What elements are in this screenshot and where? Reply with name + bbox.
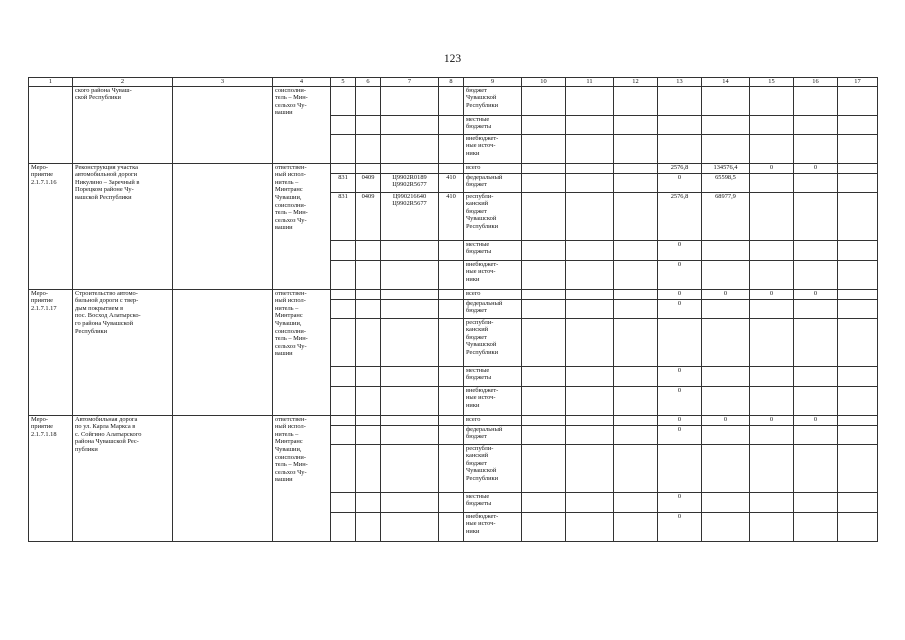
code-cell [331,134,356,163]
value-cell [522,192,566,240]
value-cell-14: 0 [702,289,750,299]
value-cell-13 [658,444,702,492]
value-cell-16 [794,318,838,366]
measure-name-cell: Реконструкция участка автомобильной дороги Никулино – Заречный в Порецком районе Чу- вашской Республики [73,163,173,289]
empty-cell [173,415,273,541]
executor-cell: ответствен- ный испол- нитель – Минтранс Чувашии, соисполни- тель – Мин- сельхоз Чу- вашии [273,163,331,289]
value-cell [838,415,878,425]
code-cell [381,115,439,134]
value-cell-13: 0 [658,366,702,386]
value-cell [838,512,878,541]
value-cell [566,192,614,240]
value-cell [614,86,658,115]
executor-cell: соисполни- тель – Мин- сельхоз Чу- вашии [273,86,331,163]
expense-type-cell [439,240,464,260]
funding-source-cell: бюджет Чувашской Республики [464,86,522,115]
column-header-3: 3 [173,78,273,87]
expense-type-cell [439,318,464,366]
value-cell-15: 0 [750,415,794,425]
value-cell [522,289,566,299]
value-cell [614,192,658,240]
target-article-cell [381,492,439,512]
value-cell [794,115,838,134]
grbs-code-cell [331,289,356,299]
value-cell [522,425,566,444]
value-cell [614,386,658,415]
funding-source-cell: местные бюджеты [464,240,522,260]
funding-source-cell: всего [464,289,522,299]
funding-source-cell: федеральный бюджет [464,173,522,192]
section-code-cell [356,318,381,366]
value-cell-16: 0 [794,289,838,299]
funding-source-cell: всего [464,163,522,173]
value-cell [566,512,614,541]
value-cell [522,163,566,173]
value-cell [614,415,658,425]
value-cell [838,425,878,444]
value-cell-15 [750,492,794,512]
table-row [29,163,878,173]
grbs-code-cell [331,386,356,415]
code-cell [331,115,356,134]
code-cell [381,86,439,115]
column-header-14: 14 [702,78,750,87]
value-cell-14 [702,366,750,386]
target-article-cell [381,444,439,492]
value-cell [750,86,794,115]
funding-source-cell: федеральный бюджет [464,425,522,444]
page-number: 123 [443,53,462,65]
funding-source-cell: республи- канский бюджет Чувашской Республики [464,192,522,240]
section-code-cell [356,260,381,289]
grbs-code-cell [331,415,356,425]
value-cell [614,173,658,192]
value-cell [838,192,878,240]
value-cell-14 [702,240,750,260]
value-cell [838,173,878,192]
column-header-15: 15 [750,78,794,87]
value-cell [838,386,878,415]
funding-source-cell: местные бюджеты [464,366,522,386]
value-cell-15 [750,386,794,415]
value-cell [522,134,566,163]
value-cell-13: 0 [658,299,702,318]
expense-type-cell [439,386,464,415]
value-cell [614,512,658,541]
expense-type-cell [439,444,464,492]
funding-source-cell: внебюджет- ные источ- ники [464,260,522,289]
value-cell-15 [750,192,794,240]
executor-cell: ответствен- ный испол- нитель – Минтранс Чувашии, соисполни- тель – Мин- сельхоз Чу- вашии [273,415,331,541]
value-cell [566,386,614,415]
expense-type-cell [439,512,464,541]
empty-cell [173,86,273,163]
empty-cell [173,289,273,415]
column-header-9: 9 [464,78,522,87]
value-cell-16: 0 [794,415,838,425]
column-header-2: 2 [73,78,173,87]
target-article-cell [381,366,439,386]
value-cell [838,318,878,366]
section-code-cell [356,289,381,299]
value-cell-13 [658,318,702,366]
value-cell-14 [702,386,750,415]
expense-type-cell [439,415,464,425]
value-cell [566,366,614,386]
column-header-11: 11 [566,78,614,87]
value-cell [838,163,878,173]
value-cell [522,386,566,415]
section-code-cell: 0409 [356,173,381,192]
value-cell-14 [702,444,750,492]
measure-name-cell: ского района Чуваш- ской Республики [73,86,173,163]
code-cell [439,86,464,115]
section-code-cell: 0409 [356,192,381,240]
value-cell [614,115,658,134]
value-cell [614,492,658,512]
column-header-16: 16 [794,78,838,87]
column-header-5: 5 [331,78,356,87]
section-code-cell [356,240,381,260]
value-cell-13: 2576,8 [658,163,702,173]
value-cell [614,260,658,289]
executor-cell: ответствен- ный испол- нитель – Минтранс Чувашии, соисполни- тель – Мин- сельхоз Чу- вашии [273,289,331,415]
value-cell [702,115,750,134]
value-cell [838,366,878,386]
value-cell [566,492,614,512]
value-cell-14: 134576,4 [702,163,750,173]
table-row [29,415,878,425]
value-cell-16 [794,192,838,240]
funding-source-cell: внебюджет- ные источ- ники [464,512,522,541]
budget-table [28,77,878,542]
column-header-10: 10 [522,78,566,87]
value-cell-15 [750,240,794,260]
target-article-cell [381,512,439,541]
table-body [29,86,878,541]
value-cell [522,415,566,425]
value-cell-16 [794,386,838,415]
grbs-code-cell [331,163,356,173]
value-cell [794,86,838,115]
column-header-6: 6 [356,78,381,87]
value-cell [566,260,614,289]
value-cell [566,444,614,492]
value-cell [614,366,658,386]
target-article-cell [381,415,439,425]
column-header-4: 4 [273,78,331,87]
value-cell [614,240,658,260]
value-cell [522,318,566,366]
value-cell [658,115,702,134]
value-cell-15 [750,299,794,318]
grbs-code-cell [331,512,356,541]
target-article-cell: Ц9902R0189 Ц9902R5677 [381,173,439,192]
value-cell [566,415,614,425]
funding-source-cell: внебюджет- ные источ- ники [464,134,522,163]
value-cell-14: 0 [702,415,750,425]
value-cell-13: 0 [658,492,702,512]
value-cell [566,86,614,115]
value-cell-16 [794,425,838,444]
code-cell [356,134,381,163]
grbs-code-cell: 831 [331,173,356,192]
target-article-cell [381,386,439,415]
value-cell [522,115,566,134]
value-cell-15 [750,366,794,386]
funding-source-cell: республи- канский бюджет Чувашской Республики [464,444,522,492]
expense-type-cell [439,289,464,299]
code-cell [356,86,381,115]
section-code-cell [356,444,381,492]
value-cell-16 [794,444,838,492]
value-cell-15 [750,318,794,366]
section-code-cell [356,425,381,444]
target-article-cell [381,240,439,260]
value-cell [614,318,658,366]
value-cell-13: 0 [658,425,702,444]
expense-type-cell [439,366,464,386]
value-cell-15: 0 [750,163,794,173]
column-header-13: 13 [658,78,702,87]
value-cell [566,134,614,163]
value-cell [614,289,658,299]
value-cell-14 [702,512,750,541]
value-cell-14 [702,425,750,444]
code-cell [439,134,464,163]
code-cell [439,115,464,134]
grbs-code-cell [331,366,356,386]
value-cell-13: 0 [658,512,702,541]
value-cell [838,289,878,299]
value-cell-16 [794,173,838,192]
value-cell [838,444,878,492]
value-cell-16 [794,512,838,541]
target-article-cell [381,318,439,366]
value-cell-16: 0 [794,163,838,173]
column-header-row [29,78,878,87]
grbs-code-cell [331,492,356,512]
value-cell [522,86,566,115]
value-cell-14: 65598,5 [702,173,750,192]
value-cell [614,299,658,318]
value-cell [750,134,794,163]
value-cell [566,240,614,260]
section-code-cell [356,366,381,386]
measure-id-cell: Меро- приятие 2.1.7.1.16 [29,163,73,289]
value-cell [838,492,878,512]
value-cell [838,115,878,134]
value-cell-15 [750,173,794,192]
value-cell [522,492,566,512]
value-cell-13: 0 [658,260,702,289]
grbs-code-cell: 831 [331,192,356,240]
code-cell [331,86,356,115]
value-cell-15 [750,425,794,444]
table-row [29,289,878,299]
expense-type-cell [439,299,464,318]
value-cell-13: 2576,8 [658,192,702,240]
expense-type-cell: 410 [439,192,464,240]
value-cell-14 [702,318,750,366]
measure-id-cell: Меро- приятие 2.1.7.1.18 [29,415,73,541]
value-cell [794,134,838,163]
funding-source-cell: местные бюджеты [464,492,522,512]
value-cell [838,86,878,115]
value-cell [750,115,794,134]
value-cell [614,134,658,163]
value-cell-16 [794,260,838,289]
expense-type-cell: 410 [439,173,464,192]
target-article-cell [381,260,439,289]
value-cell [838,240,878,260]
grbs-code-cell [331,240,356,260]
value-cell [838,260,878,289]
column-header-8: 8 [439,78,464,87]
value-cell [566,115,614,134]
section-code-cell [356,299,381,318]
target-article-cell [381,289,439,299]
value-cell [522,260,566,289]
funding-source-cell: федеральный бюджет [464,299,522,318]
value-cell [702,86,750,115]
funding-source-cell: всего [464,415,522,425]
expense-type-cell [439,425,464,444]
value-cell-16 [794,492,838,512]
value-cell-14: 68977,9 [702,192,750,240]
value-cell-14 [702,299,750,318]
section-code-cell [356,386,381,415]
value-cell [838,299,878,318]
value-cell [522,366,566,386]
funding-source-cell: местные бюджеты [464,115,522,134]
measure-id-cell: Меро- приятие 2.1.7.1.17 [29,289,73,415]
value-cell-15: 0 [750,289,794,299]
grbs-code-cell [331,318,356,366]
section-code-cell [356,492,381,512]
value-cell-15 [750,512,794,541]
expense-type-cell [439,260,464,289]
value-cell [702,134,750,163]
column-header-7: 7 [381,78,439,87]
column-header-1: 1 [29,78,73,87]
value-cell-14 [702,492,750,512]
value-cell-13: 0 [658,173,702,192]
value-cell-15 [750,260,794,289]
value-cell [522,240,566,260]
grbs-code-cell [331,444,356,492]
funding-source-cell: республи- канский бюджет Чувашской Республики [464,318,522,366]
value-cell [614,444,658,492]
code-cell [381,134,439,163]
target-article-cell [381,163,439,173]
value-cell [522,173,566,192]
column-header-17: 17 [838,78,878,87]
expense-type-cell [439,163,464,173]
value-cell [522,299,566,318]
grbs-code-cell [331,425,356,444]
value-cell [566,425,614,444]
funding-source-cell: внебюджет- ные источ- ники [464,386,522,415]
empty-cell [173,163,273,289]
target-article-cell [381,425,439,444]
code-cell [356,115,381,134]
section-code-cell [356,415,381,425]
value-cell [614,425,658,444]
value-cell [566,173,614,192]
value-cell-13: 0 [658,415,702,425]
value-cell [838,134,878,163]
value-cell [658,134,702,163]
value-cell [614,163,658,173]
target-article-cell: Ц990216640 Ц9902R5677 [381,192,439,240]
table-row [29,86,878,115]
value-cell-14 [702,260,750,289]
value-cell [566,163,614,173]
target-article-cell [381,299,439,318]
value-cell [522,512,566,541]
section-code-cell [356,512,381,541]
expense-type-cell [439,492,464,512]
grbs-code-cell [331,299,356,318]
section-code-cell [356,163,381,173]
measure-id-cell [29,86,73,163]
value-cell [566,289,614,299]
value-cell-13: 0 [658,386,702,415]
grbs-code-cell [331,260,356,289]
measure-name-cell: Строительство автомо- бильной дороги с твер- дым покрытием в пос. Восход Алатырско- го района Чувашской Республики [73,289,173,415]
value-cell [522,444,566,492]
value-cell-16 [794,240,838,260]
value-cell [566,318,614,366]
measure-name-cell: Автомобильная дорога по ул. Карла Маркса в с. Сойгино Алатырского района Чувашской Рес- публики [73,415,173,541]
value-cell-15 [750,444,794,492]
value-cell-13: 0 [658,240,702,260]
value-cell-16 [794,299,838,318]
value-cell [566,299,614,318]
value-cell-13: 0 [658,289,702,299]
column-header-12: 12 [614,78,658,87]
value-cell-16 [794,366,838,386]
value-cell [658,86,702,115]
